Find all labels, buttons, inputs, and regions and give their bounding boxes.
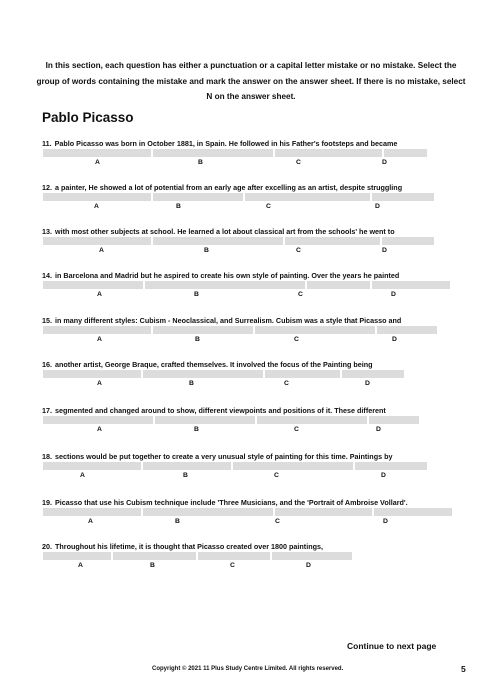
segment-d[interactable] — [377, 326, 437, 334]
option-d[interactable]: D — [375, 203, 380, 210]
question-text — [42, 452, 462, 461]
question-number: 18. — [42, 452, 52, 461]
segment-b[interactable] — [145, 281, 305, 289]
question-13 — [42, 227, 462, 267]
option-a[interactable]: A — [97, 380, 102, 387]
option-b[interactable]: B — [198, 159, 203, 166]
segment-a[interactable] — [43, 193, 151, 201]
segment-d[interactable] — [372, 193, 434, 201]
segment-d[interactable] — [342, 370, 404, 378]
instructions-text: In this section, each question has either a punctuation or a capital letter mistake or no mistake. Select the group of words containing the mistake and mark the answer on the answer sheet. If there is no mistake, select N on the answer sheet. — [36, 61, 466, 101]
segment-b[interactable] — [143, 508, 273, 516]
question-text — [42, 271, 462, 280]
question-sentence: a painter, He showed a lot of potential from an early age after excelling as an artist, despite struggling — [55, 183, 403, 192]
segment-c[interactable] — [198, 552, 270, 560]
question-sentence: in many different styles: Cubism - Neoclassical, and Surrealism. Cubism was a style that Picasso and — [55, 316, 402, 325]
option-a[interactable]: A — [78, 562, 83, 569]
question-sentence: with most other subjects at school. He learned a lot about classical art from the schools' he went to — [55, 227, 395, 236]
segment-a[interactable] — [43, 462, 141, 470]
question-12 — [42, 183, 462, 223]
option-b[interactable]: B — [183, 472, 188, 479]
segment-c[interactable] — [257, 416, 367, 424]
option-b[interactable]: B — [195, 336, 200, 343]
option-d[interactable]: D — [376, 426, 381, 433]
question-number: 13. — [42, 227, 52, 236]
option-d[interactable]: D — [392, 336, 397, 343]
segment-c[interactable] — [285, 237, 380, 245]
option-c[interactable]: C — [294, 426, 299, 433]
question-number: 16. — [42, 360, 52, 369]
question-sentence: another artist, George Braque, crafted themselves. It involved the focus of the Painting being — [55, 360, 373, 369]
segment-b[interactable] — [155, 416, 255, 424]
question-number: 17. — [42, 406, 52, 415]
option-c[interactable]: C — [294, 336, 299, 343]
segment-d[interactable] — [272, 552, 352, 560]
option-c[interactable]: C — [230, 562, 235, 569]
segment-b[interactable] — [153, 193, 243, 201]
option-b[interactable]: B — [194, 426, 199, 433]
segment-c[interactable] — [275, 149, 382, 157]
segment-c[interactable] — [307, 281, 370, 289]
segment-a[interactable] — [43, 416, 153, 424]
segment-a[interactable] — [43, 552, 111, 560]
page-number: 5 — [461, 664, 466, 674]
question-sentence: Throughout his lifetime, it is thought that Picasso created over 1800 paintings, — [55, 542, 323, 551]
question-text — [42, 542, 462, 551]
option-d[interactable]: D — [383, 518, 388, 525]
segment-d[interactable] — [369, 416, 419, 424]
question-17 — [42, 406, 462, 446]
question-19 — [42, 498, 462, 538]
segment-a[interactable] — [43, 326, 151, 334]
question-text — [42, 183, 462, 192]
segment-c[interactable] — [233, 462, 353, 470]
segment-b[interactable] — [153, 326, 253, 334]
option-c[interactable]: C — [266, 203, 271, 210]
question-text — [42, 406, 462, 415]
question-number: 11. — [42, 139, 52, 148]
segment-b[interactable] — [153, 149, 273, 157]
question-18 — [42, 452, 462, 492]
option-d[interactable]: D — [382, 159, 387, 166]
question-sentence: sections would be put together to create a very unusual style of painting for this time. Paintings by — [55, 452, 393, 461]
option-c[interactable]: C — [298, 291, 303, 298]
option-a[interactable]: A — [94, 203, 99, 210]
segment-d[interactable] — [355, 462, 427, 470]
option-c[interactable]: C — [296, 159, 301, 166]
option-b[interactable]: B — [175, 518, 180, 525]
option-a[interactable]: A — [97, 426, 102, 433]
option-b[interactable]: B — [194, 291, 199, 298]
option-c[interactable]: C — [274, 472, 279, 479]
option-d[interactable]: D — [382, 247, 387, 254]
segment-c[interactable] — [255, 326, 375, 334]
option-a[interactable]: A — [99, 247, 104, 254]
option-a[interactable]: A — [95, 159, 100, 166]
question-sentence: in Barcelona and Madrid but he aspired to create his own style of painting. Over the years he painted — [55, 271, 400, 280]
question-number: 19. — [42, 498, 52, 507]
segment-c[interactable] — [275, 508, 372, 516]
copyright-notice: Copyright © 2021 11 Plus Study Centre Limited. All rights reserved. — [152, 666, 344, 672]
option-d[interactable]: D — [306, 562, 311, 569]
option-c[interactable]: C — [275, 518, 280, 525]
option-d[interactable]: D — [365, 380, 370, 387]
question-text — [42, 139, 462, 148]
option-c[interactable]: C — [296, 247, 301, 254]
option-b[interactable]: B — [204, 247, 209, 254]
segment-d[interactable] — [374, 508, 452, 516]
segment-b[interactable] — [153, 237, 283, 245]
segment-d[interactable] — [382, 237, 434, 245]
question-20 — [42, 542, 462, 582]
option-c[interactable]: C — [284, 380, 289, 387]
option-a[interactable]: A — [88, 518, 93, 525]
question-number: 14. — [42, 271, 52, 280]
option-d[interactable]: D — [391, 291, 396, 298]
question-15 — [42, 316, 462, 356]
question-text — [42, 227, 462, 236]
continue-label: Continue to next page — [347, 641, 437, 651]
question-14 — [42, 271, 462, 311]
question-sentence: Pablo Picasso was born in October 1881, in Spain. He followed in his Father's footsteps and became — [54, 139, 398, 148]
segment-a[interactable] — [43, 370, 141, 378]
segment-c[interactable] — [245, 193, 370, 201]
question-number: 12. — [42, 183, 52, 192]
question-sentence: Picasso that use his Cubism technique include 'Three Musicians, and the 'Portrait of Ambroise Vollard'. — [55, 498, 408, 507]
question-number: 15. — [42, 316, 52, 325]
segment-a[interactable] — [43, 281, 143, 289]
segment-a[interactable] — [43, 149, 151, 157]
segment-a[interactable] — [43, 237, 151, 245]
segment-b[interactable] — [113, 552, 196, 560]
section-title: Pablo Picasso — [42, 110, 134, 125]
question-sentence: segmented and changed around to show, different viewpoints and positions of it. These different — [55, 406, 386, 415]
segment-c[interactable] — [265, 370, 340, 378]
segment-b[interactable] — [143, 462, 231, 470]
option-a[interactable]: A — [97, 291, 102, 298]
question-16 — [42, 360, 462, 400]
segment-a[interactable] — [43, 508, 141, 516]
segment-d[interactable] — [384, 149, 427, 157]
segment-d[interactable] — [372, 281, 450, 289]
option-b[interactable]: B — [189, 380, 194, 387]
option-a[interactable]: A — [97, 336, 102, 343]
segment-b[interactable] — [143, 370, 263, 378]
question-11 — [42, 139, 462, 179]
question-text — [42, 316, 462, 325]
option-b[interactable]: B — [176, 203, 181, 210]
question-text — [42, 498, 462, 507]
question-number: 20. — [42, 542, 52, 551]
option-a[interactable]: A — [80, 472, 85, 479]
option-b[interactable]: B — [150, 562, 155, 569]
question-text — [42, 360, 462, 369]
option-d[interactable]: D — [381, 472, 386, 479]
